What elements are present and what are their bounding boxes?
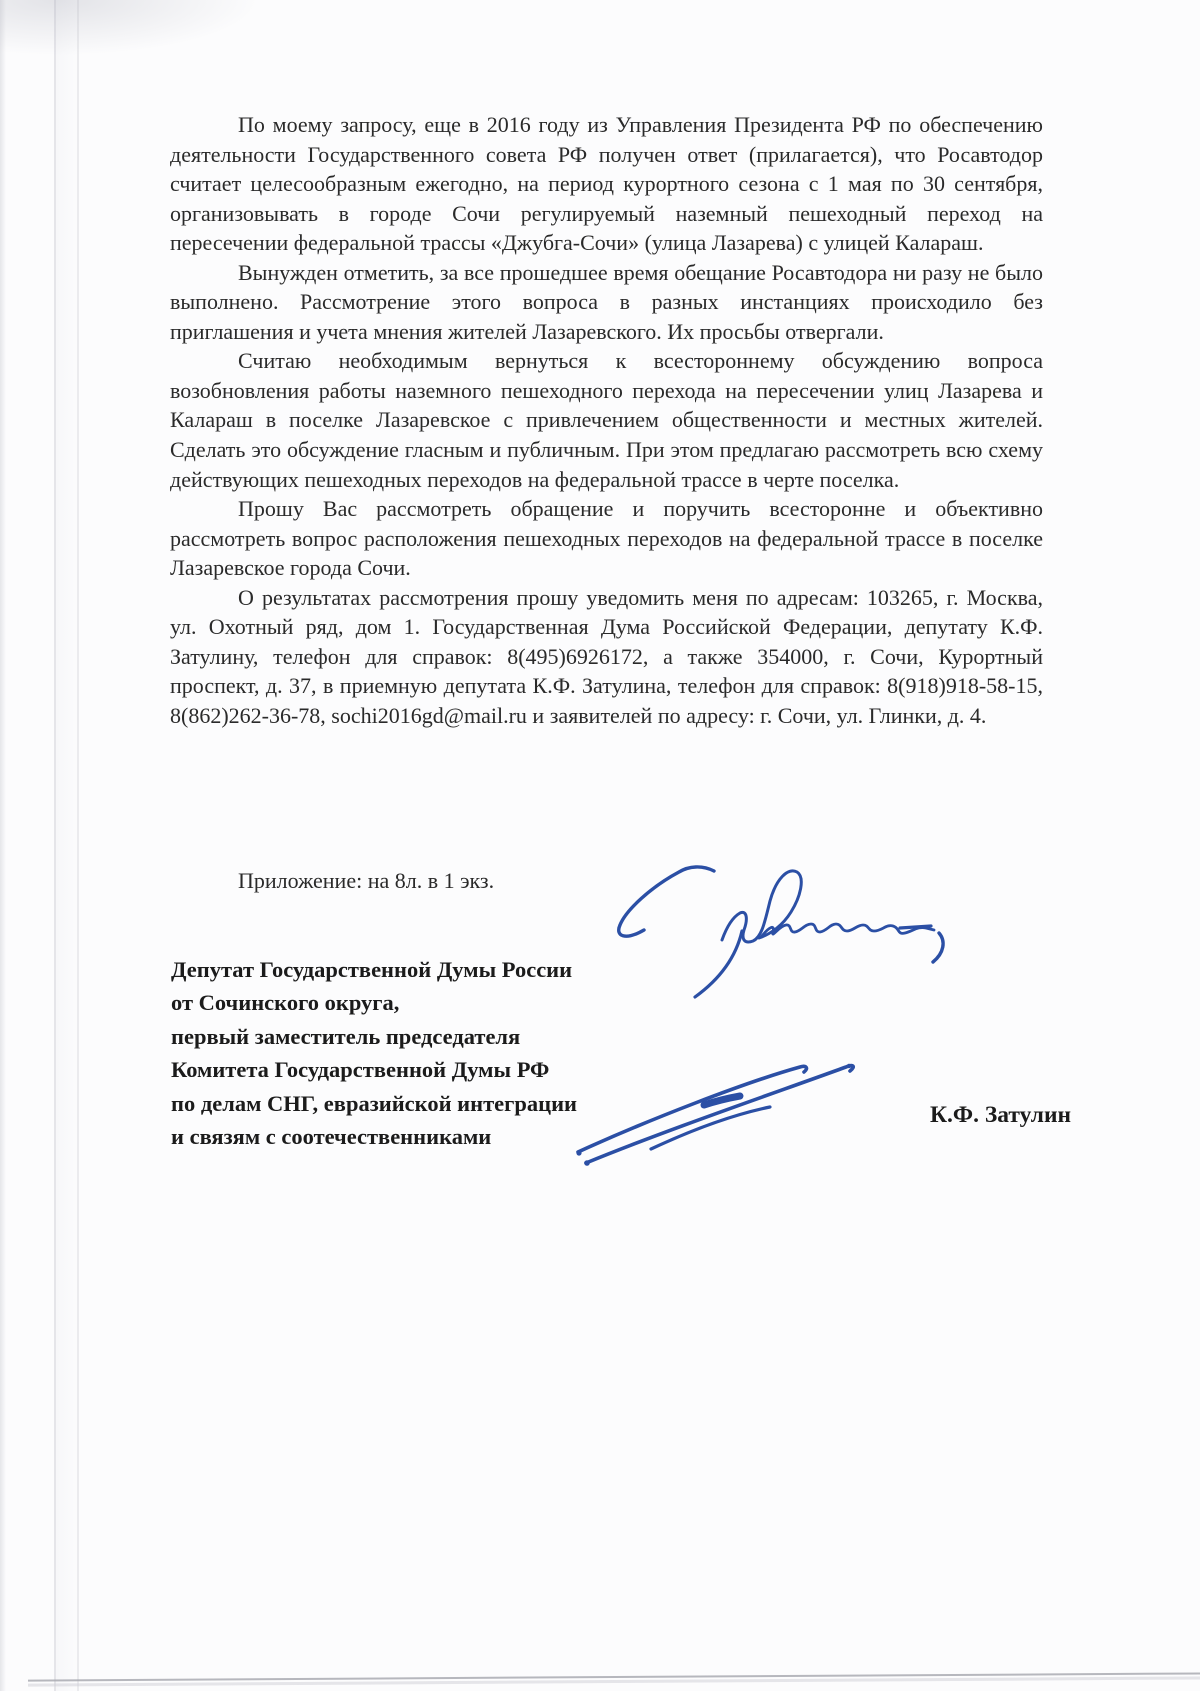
scan-fold-band [56, 0, 77, 1691]
signer-title-line-5: по делам СНГ, евразийской интеграции [171, 1090, 578, 1116]
signer-title-line-2: от Сочинского округа, [171, 990, 400, 1016]
body-paragraph-4: Прошу Вас рассмотреть обращение и поручить всесторонне и объективно рассмотреть вопрос расположения пешеходных переходов на федеральной трассе в поселке Лазаревское города Сочи. [170, 496, 1043, 581]
scan-fold-line [77, 0, 79, 1691]
scan-fold-line [54, 0, 56, 1691]
letter-body [170, 110, 1043, 730]
signer-title-block [171, 953, 811, 1153]
body-paragraph-1: По моему запросу, еще в 2016 году из Управления Президента РФ по обеспечению деятельности Государственного совета РФ получен ответ (прилагается), что Росавтодор считает целесообразным ежегодно, на период курортного сезона с 1 мая по 30 сентября, организовывать в городе Сочи регулируемый наземный пешеходный переход на пересечении федеральной трассы «Джубга-Сочи» (улица Лазарева) с улицей Калараш. [170, 112, 1043, 256]
body-paragraph-2: Вынужден отметить, за все прошедшее время обещание Росавтодора ни разу не было выполнено. Рассмотрение этого вопроса в разных инстанциях происходило без приглашения и учета мнения жителей Лазаревского. Их просьбы отвергали. [170, 259, 1043, 344]
signer-title-line-1: Депутат Государственной Думы России [171, 957, 573, 982]
signer-title-line-3: первый заместитель председателя [171, 1023, 521, 1049]
signer-name: К.Ф. Затулин [930, 1102, 1072, 1128]
scan-edge-left [0, 0, 6, 1691]
scan-shadow-topleft [0, 0, 260, 56]
body-paragraph-5: О результатах рассмотрения прошу уведомить меня по адресам: 103265, г. Москва, ул. Охотный ряд, дом 1. Государственная Дума Российской Федерации, депутату К.Ф. Затулину, телефон для справок: 8(495)6926172, а также 354000, г. Сочи, Курортный проспект, д. 37, в приемную депутата К.Ф. Затулина, телефон для справок: 8(918)918-58-15, 8(862)262-36-78, sochi2016gd@mail.ru и заявителей по адресу: г. Сочи, ул. Глинки, д. 4. [170, 584, 1043, 728]
signer-title-line-6: и связям с соотечественниками [171, 1124, 492, 1150]
body-paragraph-3: Считаю необходимым вернуться к всестороннему обсуждению вопроса возобновления работы наземного пешеходного перехода на пересечении улиц Лазарева и Калараш в поселке Лазаревское с привлечением общественности и местных жителей. Сделать это обсуждение гласным и публичным. При этом предлагаю рассмотреть всю схему действующих пешеходных переходов на федеральной трассе в черте поселка. [170, 348, 1043, 492]
signer-title-line-4: Комитета Государственной Думы РФ [171, 1057, 550, 1083]
attachment-line: Приложение: на 8л. в 1 экз. [238, 868, 495, 893]
